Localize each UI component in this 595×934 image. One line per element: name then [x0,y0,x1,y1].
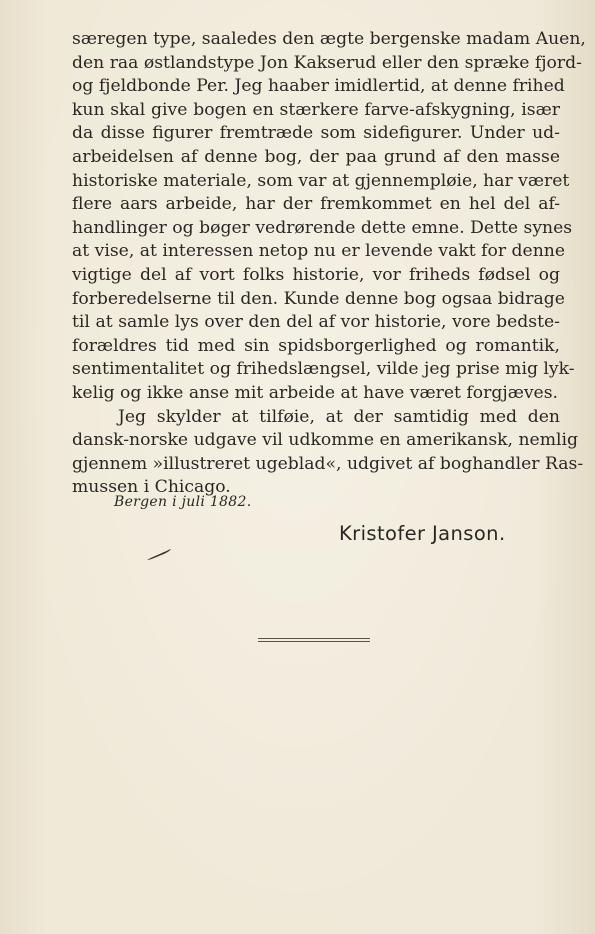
text-line: kun skal give bogen en stærkere farve-afskygning, især [72,99,560,120]
text-line: til at samle lys over den del af vor historie, vore bedste- [72,312,560,333]
ink-smudge-icon [146,548,172,562]
text-line: særegen type, saaledes den ægte bergenske madam Auen, [72,29,586,49]
text-line: og fjeldbonde Per. Jeg haaber imidlertid, at denne frihed [72,76,565,97]
author-signature: Kristofer Janson. [339,522,506,545]
place-date: Bergen i juli 1882. [114,494,252,510]
text-line: da disse figurer fremtræde som sidefigurer. Under ud- [72,123,560,144]
text-line: forældres tid med sin spidsborgerlighed og romantik, [72,335,560,356]
text-line: handlinger og bøger vedrørende dette emne. Dette synes [72,217,573,238]
text-line: mussen i Chicago. [72,477,231,498]
text-line: sentimentalitet og frihedslængsel, vilde jeg prise mig lyk- [72,359,575,380]
text-line: den raa østlandstype Jon Kakserud eller den spræke fjord- [72,52,582,73]
closing-rule [258,638,370,642]
text-line: at vise, at interessen netop nu er levende vakt for denne [72,241,566,262]
text-line: kelig og ikke anse mit arbeide at have været forgjæves. [72,382,559,403]
body-text [72,28,586,500]
text-line: gjennem »illustreret ugeblad«, udgivet af boghandler Ras- [72,453,584,474]
text-line: historiske materiale, som var at gjennempløie, har været [72,170,570,191]
text-line: dansk-norske udgave vil udkomme en amerikansk, nemlig [72,430,579,451]
text-line: Jeg skylder at tilføie, at der samtidig med den [118,406,560,427]
text-line: flere aars arbeide, har der fremkommet en hel del af- [72,194,560,215]
text-line: arbeidelsen af denne bog, der paa grund af den masse [72,146,560,167]
text-line: forberedelserne til den. Kunde denne bog ogsaa bidrage [72,288,565,309]
text-line: vigtige del af vort folks historie, vor friheds fødsel og [72,264,560,285]
